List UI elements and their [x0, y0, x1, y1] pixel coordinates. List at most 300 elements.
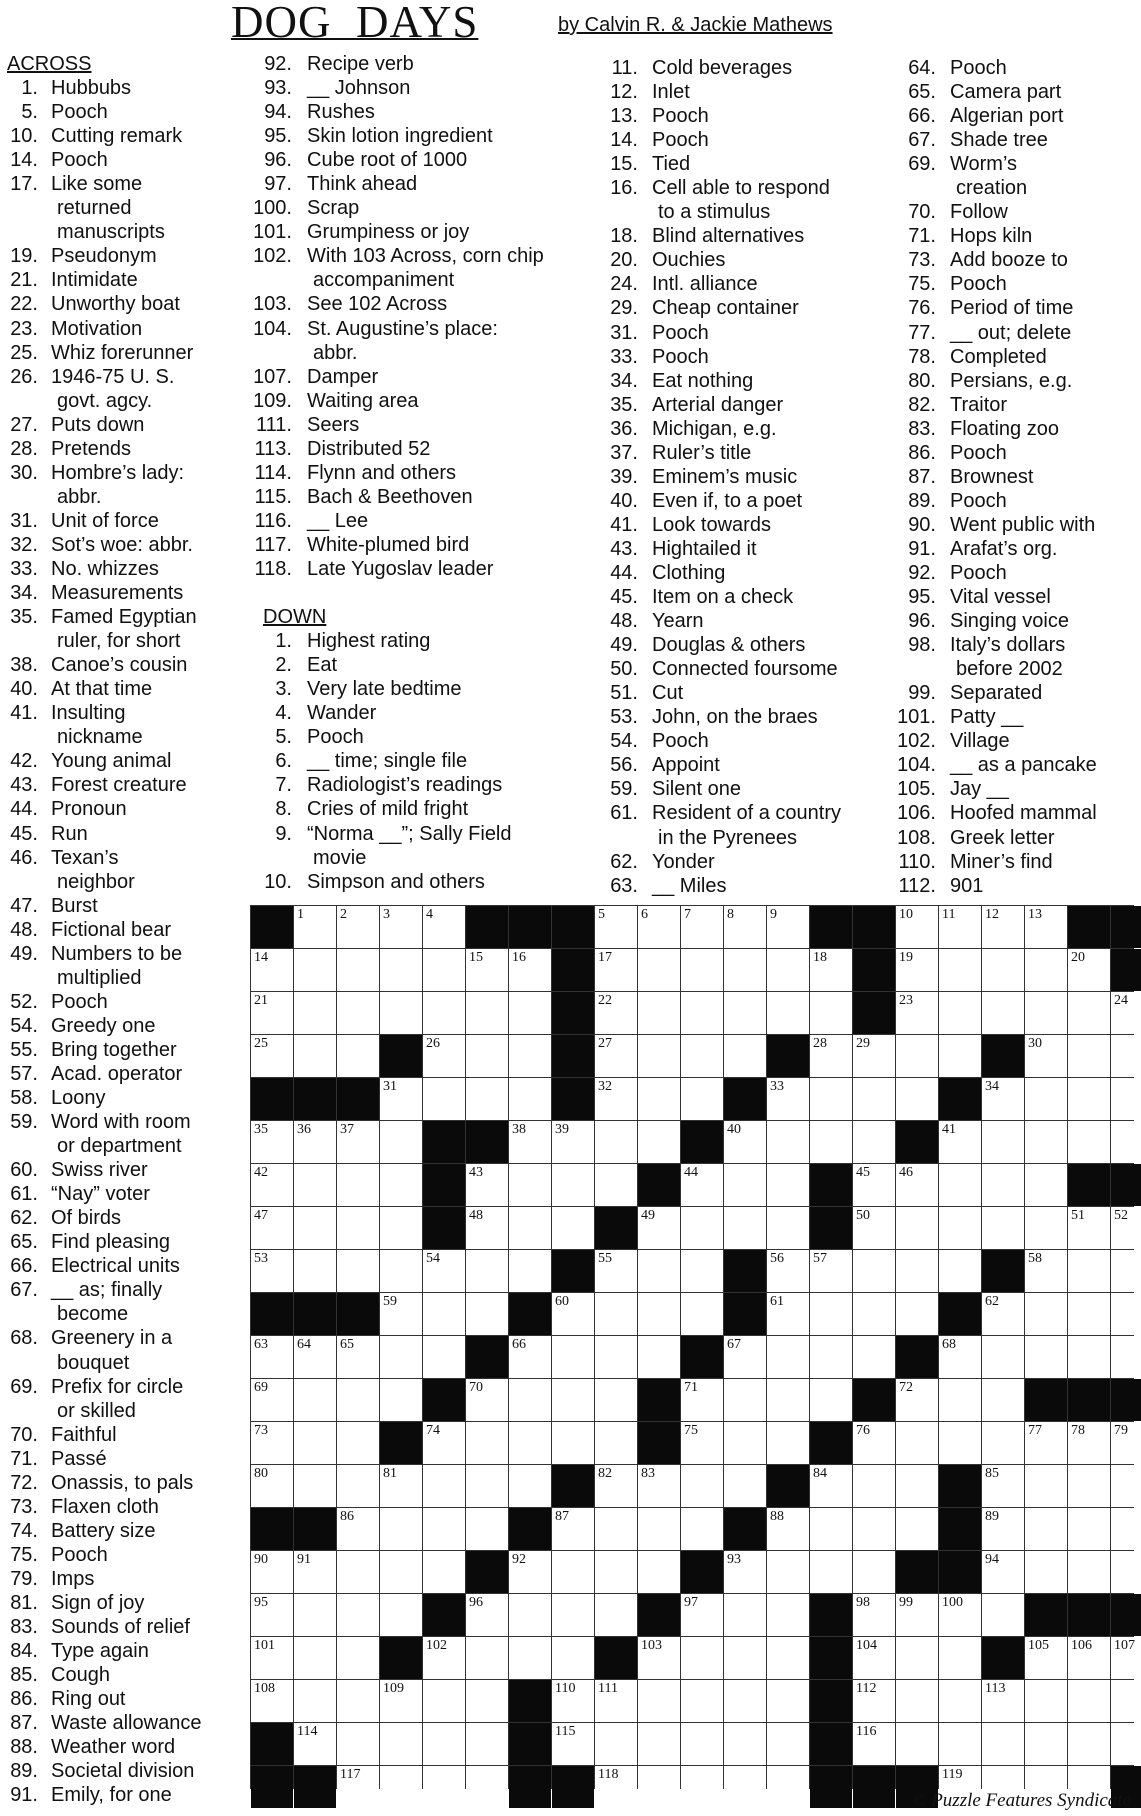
grid-cell[interactable] [595, 1336, 637, 1378]
grid-cell[interactable] [767, 1336, 809, 1378]
grid-cell[interactable] [337, 1465, 379, 1507]
grid-cell[interactable] [810, 1078, 852, 1120]
grid-cell[interactable] [251, 1680, 293, 1722]
grid-cell[interactable] [681, 1723, 723, 1765]
grid-cell[interactable] [681, 1078, 723, 1120]
grid-cell[interactable] [767, 949, 809, 991]
grid-cell[interactable] [724, 1551, 766, 1593]
grid-cell[interactable] [767, 1207, 809, 1249]
grid-cell[interactable] [982, 1680, 1024, 1722]
grid-cell[interactable] [1111, 1637, 1141, 1679]
grid-cell[interactable] [810, 1379, 852, 1421]
grid-cell[interactable] [896, 992, 938, 1034]
grid-cell[interactable] [724, 1594, 766, 1636]
grid-cell[interactable] [251, 1035, 293, 1077]
grid-cell[interactable] [251, 1422, 293, 1464]
grid-cell[interactable] [810, 1035, 852, 1077]
grid-cell[interactable] [1068, 1723, 1110, 1765]
grid-cell[interactable] [939, 1379, 981, 1421]
grid-cell[interactable] [294, 992, 336, 1034]
grid-cell[interactable] [982, 1594, 1024, 1636]
grid-cell[interactable] [982, 1078, 1024, 1120]
grid-cell[interactable] [853, 1207, 895, 1249]
grid-cell[interactable] [724, 1465, 766, 1507]
grid-cell[interactable] [595, 1594, 637, 1636]
grid-cell[interactable] [724, 1164, 766, 1206]
grid-cell[interactable] [767, 1250, 809, 1292]
grid-cell[interactable] [595, 1422, 637, 1464]
grid-cell[interactable] [767, 992, 809, 1034]
grid-cell[interactable] [982, 949, 1024, 991]
grid-cell[interactable] [509, 1637, 551, 1679]
grid-cell[interactable] [423, 1508, 465, 1550]
grid-cell[interactable] [466, 1637, 508, 1679]
grid-cell[interactable] [724, 906, 766, 948]
grid-cell[interactable] [337, 1594, 379, 1636]
grid-cell[interactable] [853, 1551, 895, 1593]
grid-cell[interactable] [294, 1594, 336, 1636]
grid-cell[interactable] [681, 1680, 723, 1722]
grid-cell[interactable] [724, 1766, 766, 1808]
grid-cell[interactable] [595, 1293, 637, 1335]
grid-cell[interactable] [552, 1594, 594, 1636]
grid-cell[interactable] [423, 1465, 465, 1507]
grid-cell[interactable] [337, 949, 379, 991]
grid-cell[interactable] [337, 1121, 379, 1163]
grid-cell[interactable] [595, 1508, 637, 1550]
grid-cell[interactable] [767, 1508, 809, 1550]
grid-cell[interactable] [896, 1465, 938, 1507]
grid-cell[interactable] [896, 906, 938, 948]
grid-cell[interactable] [724, 1379, 766, 1421]
grid-cell[interactable] [509, 949, 551, 991]
grid-cell[interactable] [724, 992, 766, 1034]
grid-cell[interactable] [810, 1551, 852, 1593]
grid-cell[interactable] [294, 1121, 336, 1163]
grid-cell[interactable] [423, 1035, 465, 1077]
grid-cell[interactable] [681, 992, 723, 1034]
grid-cell[interactable] [595, 906, 637, 948]
grid-cell[interactable] [1111, 1680, 1141, 1722]
grid-cell[interactable] [767, 1164, 809, 1206]
grid-cell[interactable] [1068, 1551, 1110, 1593]
grid-cell[interactable] [681, 1508, 723, 1550]
grid-cell[interactable] [982, 1164, 1024, 1206]
grid-cell[interactable] [466, 1680, 508, 1722]
grid-cell[interactable] [853, 1422, 895, 1464]
grid-cell[interactable] [724, 1035, 766, 1077]
grid-cell[interactable] [1025, 1680, 1067, 1722]
grid-cell[interactable] [810, 1293, 852, 1335]
grid-cell[interactable] [982, 1207, 1024, 1249]
grid-cell[interactable] [1025, 1078, 1067, 1120]
grid-cell[interactable] [1025, 1164, 1067, 1206]
grid-cell[interactable] [638, 906, 680, 948]
grid-cell[interactable] [1111, 1121, 1141, 1163]
grid-cell[interactable] [1068, 949, 1110, 991]
grid-cell[interactable] [939, 949, 981, 991]
grid-cell[interactable] [681, 949, 723, 991]
grid-cell[interactable] [380, 1551, 422, 1593]
grid-cell[interactable] [552, 1680, 594, 1722]
grid-cell[interactable] [595, 1250, 637, 1292]
grid-cell[interactable] [466, 1035, 508, 1077]
grid-cell[interactable] [466, 1250, 508, 1292]
grid-cell[interactable] [810, 1250, 852, 1292]
grid-cell[interactable] [638, 1078, 680, 1120]
grid-cell[interactable] [1068, 1508, 1110, 1550]
grid-cell[interactable] [982, 1336, 1024, 1378]
grid-cell[interactable] [251, 1164, 293, 1206]
grid-cell[interactable] [853, 1121, 895, 1163]
grid-cell[interactable] [724, 1637, 766, 1679]
grid-cell[interactable] [1111, 1293, 1141, 1335]
grid-cell[interactable] [552, 1121, 594, 1163]
grid-cell[interactable] [552, 1293, 594, 1335]
grid-cell[interactable] [251, 1594, 293, 1636]
grid-cell[interactable] [638, 1723, 680, 1765]
grid-cell[interactable] [1025, 992, 1067, 1034]
grid-cell[interactable] [939, 1250, 981, 1292]
grid-cell[interactable] [853, 1723, 895, 1765]
grid-cell[interactable] [294, 1680, 336, 1722]
grid-cell[interactable] [380, 1207, 422, 1249]
grid-cell[interactable] [251, 949, 293, 991]
grid-cell[interactable] [423, 1336, 465, 1378]
grid-cell[interactable] [380, 1594, 422, 1636]
grid-cell[interactable] [724, 949, 766, 991]
grid-cell[interactable] [337, 1207, 379, 1249]
grid-cell[interactable] [1025, 906, 1067, 948]
grid-cell[interactable] [681, 906, 723, 948]
grid-cell[interactable] [724, 1422, 766, 1464]
grid-cell[interactable] [466, 1465, 508, 1507]
grid-cell[interactable] [982, 1121, 1024, 1163]
grid-cell[interactable] [423, 1293, 465, 1335]
grid-cell[interactable] [982, 992, 1024, 1034]
grid-cell[interactable] [1068, 1680, 1110, 1722]
grid-cell[interactable] [595, 992, 637, 1034]
grid-cell[interactable] [595, 1121, 637, 1163]
grid-cell[interactable] [982, 1293, 1024, 1335]
grid-cell[interactable] [552, 1164, 594, 1206]
grid-cell[interactable] [896, 1379, 938, 1421]
grid-cell[interactable] [724, 1207, 766, 1249]
grid-cell[interactable] [1068, 1207, 1110, 1249]
grid-cell[interactable] [509, 1422, 551, 1464]
grid-cell[interactable] [853, 1250, 895, 1292]
grid-cell[interactable] [509, 992, 551, 1034]
grid-cell[interactable] [552, 1723, 594, 1765]
grid-cell[interactable] [380, 1465, 422, 1507]
grid-cell[interactable] [251, 1637, 293, 1679]
grid-cell[interactable] [595, 1680, 637, 1722]
grid-cell[interactable] [767, 1379, 809, 1421]
grid-cell[interactable] [638, 1551, 680, 1593]
grid-cell[interactable] [509, 1078, 551, 1120]
grid-cell[interactable] [380, 1164, 422, 1206]
grid-cell[interactable] [337, 1766, 379, 1808]
grid-cell[interactable] [638, 1035, 680, 1077]
grid-cell[interactable] [380, 1379, 422, 1421]
grid-cell[interactable] [767, 1594, 809, 1636]
grid-cell[interactable] [380, 1680, 422, 1722]
grid-cell[interactable] [982, 1723, 1024, 1765]
grid-cell[interactable] [423, 1250, 465, 1292]
grid-cell[interactable] [896, 1723, 938, 1765]
grid-cell[interactable] [681, 1293, 723, 1335]
grid-cell[interactable] [896, 1293, 938, 1335]
grid-cell[interactable] [1111, 1465, 1141, 1507]
grid-cell[interactable] [896, 1680, 938, 1722]
grid-cell[interactable] [724, 1336, 766, 1378]
grid-cell[interactable] [767, 906, 809, 948]
grid-cell[interactable] [552, 1379, 594, 1421]
grid-cell[interactable] [423, 1723, 465, 1765]
grid-cell[interactable] [939, 992, 981, 1034]
grid-cell[interactable] [337, 1551, 379, 1593]
grid-cell[interactable] [638, 1508, 680, 1550]
grid-cell[interactable] [595, 1035, 637, 1077]
grid-cell[interactable] [466, 1422, 508, 1464]
grid-cell[interactable] [466, 1766, 508, 1808]
grid-cell[interactable] [1025, 1035, 1067, 1077]
grid-cell[interactable] [724, 1121, 766, 1163]
grid-cell[interactable] [380, 1293, 422, 1335]
grid-cell[interactable] [681, 1594, 723, 1636]
grid-cell[interactable] [810, 1336, 852, 1378]
grid-cell[interactable] [1025, 1250, 1067, 1292]
grid-cell[interactable] [939, 1680, 981, 1722]
grid-cell[interactable] [896, 1207, 938, 1249]
grid-cell[interactable] [982, 1422, 1024, 1464]
grid-cell[interactable] [337, 1164, 379, 1206]
grid-cell[interactable] [853, 1164, 895, 1206]
grid-cell[interactable] [1111, 1078, 1141, 1120]
grid-cell[interactable] [1025, 949, 1067, 991]
grid-cell[interactable] [466, 1164, 508, 1206]
grid-cell[interactable] [509, 1594, 551, 1636]
grid-cell[interactable] [767, 1680, 809, 1722]
grid-cell[interactable] [939, 906, 981, 948]
grid-cell[interactable] [251, 1250, 293, 1292]
grid-cell[interactable] [1068, 1035, 1110, 1077]
grid-cell[interactable] [1025, 1121, 1067, 1163]
grid-cell[interactable] [466, 1379, 508, 1421]
grid-cell[interactable] [337, 1379, 379, 1421]
grid-cell[interactable] [294, 1035, 336, 1077]
grid-cell[interactable] [251, 1465, 293, 1507]
grid-cell[interactable] [681, 1766, 723, 1808]
grid-cell[interactable] [1025, 1637, 1067, 1679]
grid-cell[interactable] [1111, 1551, 1141, 1593]
grid-cell[interactable] [1025, 1465, 1067, 1507]
grid-cell[interactable] [724, 1680, 766, 1722]
grid-cell[interactable] [595, 1379, 637, 1421]
grid-cell[interactable] [595, 1551, 637, 1593]
grid-cell[interactable] [810, 992, 852, 1034]
grid-cell[interactable] [939, 1422, 981, 1464]
grid-cell[interactable] [466, 1723, 508, 1765]
grid-cell[interactable] [466, 949, 508, 991]
grid-cell[interactable] [1111, 1250, 1141, 1292]
grid-cell[interactable] [1068, 1121, 1110, 1163]
grid-cell[interactable] [810, 1121, 852, 1163]
grid-cell[interactable] [810, 1508, 852, 1550]
grid-cell[interactable] [251, 1336, 293, 1378]
grid-cell[interactable] [810, 1465, 852, 1507]
grid-cell[interactable] [595, 1164, 637, 1206]
grid-cell[interactable] [939, 1164, 981, 1206]
grid-cell[interactable] [638, 1207, 680, 1249]
grid-cell[interactable] [1111, 1336, 1141, 1378]
grid-cell[interactable] [423, 1078, 465, 1120]
grid-cell[interactable] [380, 1336, 422, 1378]
grid-cell[interactable] [681, 1164, 723, 1206]
grid-cell[interactable] [466, 1508, 508, 1550]
grid-cell[interactable] [681, 1465, 723, 1507]
grid-cell[interactable] [595, 1465, 637, 1507]
grid-cell[interactable] [982, 1551, 1024, 1593]
grid-cell[interactable] [1068, 1336, 1110, 1378]
grid-cell[interactable] [982, 1508, 1024, 1550]
grid-cell[interactable] [638, 992, 680, 1034]
grid-cell[interactable] [337, 1508, 379, 1550]
grid-cell[interactable] [466, 992, 508, 1034]
grid-cell[interactable] [681, 1422, 723, 1464]
grid-cell[interactable] [337, 1336, 379, 1378]
grid-cell[interactable] [294, 906, 336, 948]
grid-cell[interactable] [466, 1207, 508, 1249]
grid-cell[interactable] [509, 1164, 551, 1206]
grid-cell[interactable] [337, 1250, 379, 1292]
grid-cell[interactable] [853, 1465, 895, 1507]
grid-cell[interactable] [1068, 1422, 1110, 1464]
grid-cell[interactable] [466, 1594, 508, 1636]
grid-cell[interactable] [595, 1078, 637, 1120]
grid-cell[interactable] [251, 1121, 293, 1163]
grid-cell[interactable] [767, 1121, 809, 1163]
grid-cell[interactable] [423, 1422, 465, 1464]
grid-cell[interactable] [896, 1594, 938, 1636]
grid-cell[interactable] [638, 949, 680, 991]
crossword-grid[interactable] [250, 905, 1134, 1789]
grid-cell[interactable] [681, 1379, 723, 1421]
grid-cell[interactable] [1068, 1078, 1110, 1120]
grid-cell[interactable] [638, 1465, 680, 1507]
grid-cell[interactable] [939, 1594, 981, 1636]
grid-cell[interactable] [466, 1293, 508, 1335]
grid-cell[interactable] [1025, 1723, 1067, 1765]
grid-cell[interactable] [294, 1637, 336, 1679]
grid-cell[interactable] [982, 1465, 1024, 1507]
grid-cell[interactable] [1068, 1637, 1110, 1679]
grid-cell[interactable] [939, 1035, 981, 1077]
grid-cell[interactable] [595, 949, 637, 991]
grid-cell[interactable] [1111, 1508, 1141, 1550]
grid-cell[interactable] [595, 1766, 637, 1808]
grid-cell[interactable] [337, 1723, 379, 1765]
grid-cell[interactable] [1068, 1293, 1110, 1335]
grid-cell[interactable] [552, 1508, 594, 1550]
grid-cell[interactable] [638, 1336, 680, 1378]
grid-cell[interactable] [1068, 1465, 1110, 1507]
grid-cell[interactable] [1068, 992, 1110, 1034]
grid-cell[interactable] [509, 1379, 551, 1421]
grid-cell[interactable] [423, 906, 465, 948]
grid-cell[interactable] [939, 1723, 981, 1765]
grid-cell[interactable] [380, 1250, 422, 1292]
grid-cell[interactable] [509, 1551, 551, 1593]
grid-cell[interactable] [337, 1637, 379, 1679]
grid-cell[interactable] [939, 1336, 981, 1378]
grid-cell[interactable] [767, 1293, 809, 1335]
grid-cell[interactable] [380, 992, 422, 1034]
grid-cell[interactable] [896, 1637, 938, 1679]
grid-cell[interactable] [1111, 1723, 1141, 1765]
grid-cell[interactable] [337, 1680, 379, 1722]
grid-cell[interactable] [939, 1121, 981, 1163]
grid-cell[interactable] [380, 1121, 422, 1163]
grid-cell[interactable] [1068, 1250, 1110, 1292]
grid-cell[interactable] [552, 1207, 594, 1249]
grid-cell[interactable] [1111, 992, 1141, 1034]
grid-cell[interactable] [896, 1078, 938, 1120]
grid-cell[interactable] [337, 906, 379, 948]
grid-cell[interactable] [552, 1336, 594, 1378]
grid-cell[interactable] [896, 1250, 938, 1292]
grid-cell[interactable] [638, 1250, 680, 1292]
grid-cell[interactable] [896, 949, 938, 991]
grid-cell[interactable] [380, 949, 422, 991]
grid-cell[interactable] [896, 1035, 938, 1077]
grid-cell[interactable] [939, 1637, 981, 1679]
grid-cell[interactable] [294, 1465, 336, 1507]
grid-cell[interactable] [853, 1078, 895, 1120]
grid-cell[interactable] [896, 1422, 938, 1464]
grid-cell[interactable] [380, 1723, 422, 1765]
grid-cell[interactable] [681, 1250, 723, 1292]
grid-cell[interactable] [251, 1207, 293, 1249]
grid-cell[interactable] [423, 1766, 465, 1808]
grid-cell[interactable] [380, 1078, 422, 1120]
grid-cell[interactable] [638, 1121, 680, 1163]
grid-cell[interactable] [767, 1723, 809, 1765]
grid-cell[interactable] [896, 1508, 938, 1550]
grid-cell[interactable] [552, 1637, 594, 1679]
grid-cell[interactable] [1025, 1551, 1067, 1593]
grid-cell[interactable] [681, 1637, 723, 1679]
grid-cell[interactable] [767, 1551, 809, 1593]
grid-cell[interactable] [767, 1637, 809, 1679]
grid-cell[interactable] [1111, 1035, 1141, 1077]
grid-cell[interactable] [939, 1207, 981, 1249]
grid-cell[interactable] [294, 1250, 336, 1292]
grid-cell[interactable] [1025, 1293, 1067, 1335]
grid-cell[interactable] [638, 1766, 680, 1808]
grid-cell[interactable] [423, 949, 465, 991]
grid-cell[interactable] [337, 992, 379, 1034]
grid-cell[interactable] [294, 1336, 336, 1378]
grid-cell[interactable] [251, 1551, 293, 1593]
grid-cell[interactable] [423, 1637, 465, 1679]
grid-cell[interactable] [337, 1035, 379, 1077]
grid-cell[interactable] [853, 1680, 895, 1722]
grid-cell[interactable] [1025, 1336, 1067, 1378]
grid-cell[interactable] [552, 1422, 594, 1464]
grid-cell[interactable] [724, 1723, 766, 1765]
grid-cell[interactable] [294, 1207, 336, 1249]
